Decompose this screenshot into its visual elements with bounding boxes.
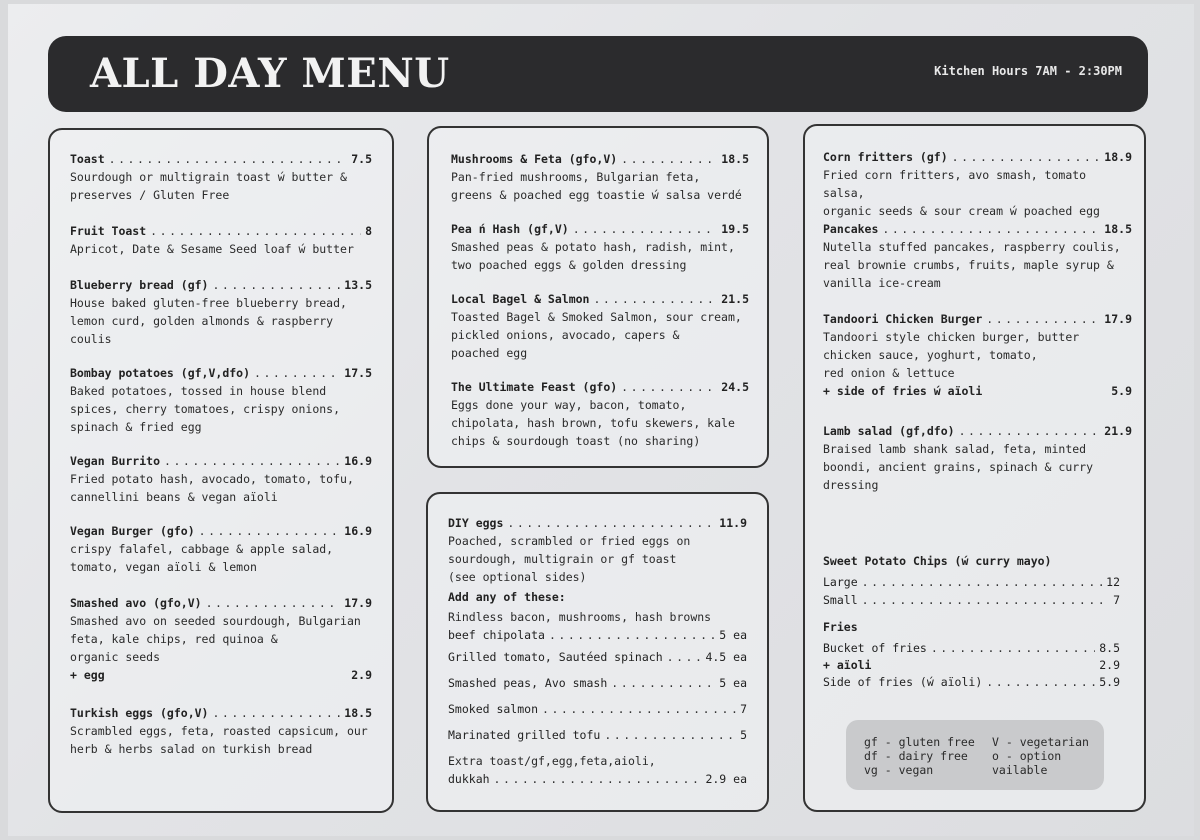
item-price: 24.5	[721, 380, 749, 394]
item-name: + egg	[70, 668, 105, 682]
item-description: Smashed avo on seeded sourdough, Bulgarian	[70, 614, 361, 628]
dot-leader	[164, 452, 340, 470]
item-name: Large	[823, 575, 858, 589]
item-description: organic seeds	[70, 650, 161, 664]
item-price: 16.9	[344, 454, 372, 468]
dietary-legend	[846, 720, 1104, 790]
item-name: Smoked salmon	[448, 702, 539, 716]
item-description: Nutella stuffed pancakes, raspberry coulis,	[823, 240, 1121, 254]
menu-item	[70, 222, 372, 258]
menu-item	[451, 220, 749, 274]
item-price: 5 ea	[719, 628, 747, 642]
menu-item-row	[70, 522, 372, 540]
item-description: Braised lamb shank salad, feta, minted	[823, 442, 1087, 456]
menu-item-row	[451, 150, 749, 168]
legend-available: vailable	[992, 763, 1048, 777]
item-price: 18.5	[721, 152, 749, 166]
item-price: 2.9	[1099, 658, 1120, 672]
fries-option	[823, 656, 1120, 674]
item-name: + side of fries ẃ aïoli	[823, 384, 983, 398]
item-name: Pea ń Hash (gf,V)	[451, 222, 569, 236]
menu-header	[48, 36, 1148, 112]
item-price: 19.5	[721, 222, 749, 236]
item-price: 21.5	[721, 292, 749, 306]
item-name: Blueberry bread (gf)	[70, 278, 209, 292]
item-description: Poached, scrambled or fried eggs on	[448, 534, 691, 548]
item-description: Eggs done your way, bacon, tomato,	[451, 398, 687, 412]
item-name: Tandoori Chicken Burger	[823, 312, 983, 326]
item-name: beef chipolata	[448, 628, 545, 642]
menu-item-row	[451, 290, 749, 308]
item-name: Vegan Burrito	[70, 454, 161, 468]
item-price: 17.9	[344, 596, 372, 610]
menu-item-row	[448, 700, 747, 718]
item-description: sourdough, multigrain or gf toast	[448, 552, 677, 566]
chips-size	[823, 573, 1120, 591]
side-option	[448, 674, 747, 692]
item-description: crispy falafel, cabbage & apple salad,	[70, 542, 334, 556]
item-description: boondi, ancient grains, spinach & curry	[823, 460, 1094, 474]
item-name: dukkah	[448, 772, 490, 786]
menu-item-row	[448, 626, 747, 644]
menu-item	[70, 522, 372, 576]
side-option	[448, 752, 747, 788]
item-description: Scrambled eggs, feta, roasted capsicum, our	[70, 724, 368, 738]
menu-item	[70, 452, 372, 506]
item-price: 16.9	[344, 524, 372, 538]
item-name: DIY eggs	[448, 516, 504, 530]
item-price: 5.9	[1111, 384, 1132, 398]
item-price: 5	[740, 728, 747, 742]
item-name: Smashed peas, Avo smash	[448, 676, 608, 690]
menu-item-row	[70, 364, 372, 382]
item-name: Local Bagel & Salmon	[451, 292, 590, 306]
item-price: 5 ea	[719, 676, 747, 690]
item-description: real brownie crumbs, fruits, maple syrup &	[823, 258, 1114, 272]
fries-option	[823, 639, 1120, 657]
item-description: pickled onions, avocado, capers &	[451, 328, 680, 342]
dot-leader	[593, 290, 717, 308]
item-description: Tandoori style chicken burger, butter	[823, 330, 1080, 344]
menu-item-row	[448, 514, 747, 532]
item-name: Turkish eggs (gfo,V)	[70, 706, 209, 720]
menu-item	[823, 310, 1132, 400]
legend-df: df - dairy free	[864, 749, 968, 763]
menu-item-row	[823, 422, 1132, 440]
menu-item	[451, 378, 749, 450]
fries-title: Fries	[823, 620, 858, 634]
dot-leader	[986, 310, 1100, 328]
dot-leader	[611, 674, 715, 692]
item-description: greens & poached egg toastie ẃ salsa verdé	[451, 188, 742, 202]
item-description: Sourdough or multigrain toast ẃ butter &	[70, 170, 347, 184]
dot-leader	[212, 276, 340, 294]
item-price: 18.9	[1104, 150, 1132, 164]
legend-gf: gf - gluten free	[864, 735, 975, 749]
menu-item	[823, 422, 1132, 494]
menu-item-row	[451, 220, 749, 238]
menu-item-row	[823, 656, 1120, 674]
menu-item-row	[70, 452, 372, 470]
item-description: preserves / Gluten Free	[70, 188, 230, 202]
menu-item-row	[823, 591, 1120, 609]
menu-item-row	[70, 666, 372, 684]
item-description: organic seeds & sour cream ẃ poached egg	[823, 204, 1100, 218]
item-description: Apricot, Date & Sesame Seed loaf ẃ butter	[70, 242, 354, 256]
item-name: Corn fritters (gf)	[823, 150, 948, 164]
menu-item	[70, 150, 372, 204]
item-description: red onion & lettuce	[823, 366, 955, 380]
item-price: 4.5 ea	[705, 650, 747, 664]
dot-leader	[667, 648, 702, 666]
item-description: spices, cherry tomatoes, crispy onions,	[70, 402, 341, 416]
item-price: 17.5	[344, 366, 372, 380]
menu-item	[70, 704, 372, 758]
item-name: Lamb salad (gf,dfo)	[823, 424, 955, 438]
menu-item	[451, 290, 749, 362]
dot-leader	[959, 422, 1101, 440]
dot-leader	[199, 522, 341, 540]
item-description: chicken sauce, yoghurt, tomato,	[823, 348, 1038, 362]
item-price: 5.9	[1099, 675, 1120, 689]
dot-leader	[573, 220, 718, 238]
item-name: Pancakes	[823, 222, 879, 236]
item-name: Mushrooms & Feta (gfo,V)	[451, 152, 618, 166]
item-name: Side of fries (ẃ aïoli)	[823, 675, 983, 689]
item-name: Grilled tomato, Sautéed spinach	[448, 650, 663, 664]
menu-item	[823, 148, 1132, 220]
item-description: chips & sourdough toast (no sharing)	[451, 434, 701, 448]
add-ons-title: Add any of these:	[448, 590, 566, 604]
item-name: Bucket of fries	[823, 641, 927, 655]
chips-size	[823, 591, 1120, 609]
item-price: 18.5	[344, 706, 372, 720]
panel-middle-bottom	[426, 492, 769, 812]
item-price: 17.9	[1104, 312, 1132, 326]
item-price: 7.5	[351, 152, 372, 166]
item-description: poached egg	[451, 346, 528, 360]
item-price: 12	[1106, 575, 1120, 589]
item-description: herb & herbs salad on turkish bread	[70, 742, 313, 756]
side-option	[448, 648, 747, 666]
dot-leader	[549, 626, 715, 644]
menu-item	[70, 364, 372, 436]
menu-item-row	[823, 148, 1132, 166]
item-name: Fruit Toast	[70, 224, 147, 238]
panel-middle-top	[427, 126, 769, 468]
legend-vg: vg - vegan	[864, 763, 934, 777]
menu-item-row	[823, 310, 1132, 328]
dot-leader	[254, 364, 340, 382]
menu-item-row	[70, 704, 372, 722]
menu-item-row	[823, 673, 1120, 691]
menu-item-row	[70, 594, 372, 612]
dot-leader	[542, 700, 736, 718]
menu-item-row	[70, 150, 372, 168]
dot-leader	[931, 639, 1095, 657]
dot-leader	[862, 573, 1103, 591]
menu-item	[70, 594, 372, 684]
dot-leader	[206, 594, 341, 612]
dot-leader	[150, 222, 361, 240]
item-name: + aïoli	[823, 658, 872, 672]
dot-leader	[621, 150, 717, 168]
dot-leader	[507, 514, 715, 532]
item-description: Baked potatoes, tossed in house blend	[70, 384, 327, 398]
item-description: Pan-fried mushrooms, Bulgarian feta,	[451, 170, 701, 184]
item-price: 18.5	[1104, 222, 1132, 236]
menu-item-row	[70, 222, 372, 240]
item-name: Small	[823, 593, 858, 607]
dot-leader	[494, 770, 702, 788]
dot-leader	[986, 673, 1095, 691]
item-description: House baked gluten-free blueberry bread,	[70, 296, 347, 310]
item-price: 8.5	[1099, 641, 1120, 655]
menu-item-row	[448, 674, 747, 692]
side-description: Extra toast/gf,egg,feta,aioli,	[448, 754, 656, 768]
menu-item-row	[823, 639, 1120, 657]
side-option	[448, 608, 747, 644]
item-description: vanilla ice-cream	[823, 276, 941, 290]
item-description: Smashed peas & potato hash, radish, mint,	[451, 240, 735, 254]
menu-item-row	[451, 378, 749, 396]
menu-item-row	[823, 573, 1120, 591]
menu-item-row	[448, 770, 747, 788]
item-description: Fried potato hash, avocado, tomato, tofu,	[70, 472, 354, 486]
item-description: cannellini beans & vegan aïoli	[70, 490, 278, 504]
item-price: 11.9	[719, 516, 747, 530]
menu-item	[823, 220, 1132, 292]
dot-leader	[621, 378, 717, 396]
kitchen-hours: Kitchen Hours 7AM - 2:30PM	[934, 64, 1122, 78]
sweet-potato-chips-title: Sweet Potato Chips (ẃ curry mayo)	[823, 554, 1052, 568]
legend-v: V - vegetarian	[992, 735, 1089, 749]
item-name: Bombay potatoes (gf,V,dfo)	[70, 366, 251, 380]
item-description: dressing	[823, 478, 879, 492]
item-description: chipolata, hash brown, tofu skewers, kale	[451, 416, 735, 430]
side-option	[448, 726, 747, 744]
dot-leader	[952, 148, 1101, 166]
item-description: Toasted Bagel & Smoked Salmon, sour cream,	[451, 310, 742, 324]
side-option	[448, 700, 747, 718]
item-price: 7	[740, 702, 747, 716]
item-description: feta, kale chips, red quinoa &	[70, 632, 278, 646]
dot-leader	[109, 150, 348, 168]
menu-title: ALL DAY MENU	[90, 50, 450, 97]
menu-item-row	[823, 382, 1132, 400]
menu-item-row	[448, 648, 747, 666]
item-price: 8	[365, 224, 372, 238]
item-description: lemon curd, golden almonds & raspberry	[70, 314, 334, 328]
dot-leader	[862, 591, 1109, 609]
dot-leader	[212, 704, 340, 722]
fries-option	[823, 673, 1120, 691]
item-name: Smashed avo (gfo,V)	[70, 596, 202, 610]
item-description: two poached eggs & golden dressing	[451, 258, 687, 272]
item-name: Marinated grilled tofu	[448, 728, 601, 742]
dot-leader	[604, 726, 736, 744]
dot-leader	[882, 220, 1100, 238]
panel-right	[803, 124, 1146, 812]
item-name: Toast	[70, 152, 105, 166]
item-price: 2.9	[351, 668, 372, 682]
item-description: (see optional sides)	[448, 570, 587, 584]
menu-item-row	[823, 220, 1132, 238]
menu-item-row	[70, 276, 372, 294]
item-description: coulis	[70, 332, 112, 346]
item-name: The Ultimate Feast (gfo)	[451, 380, 618, 394]
menu-item-row	[448, 726, 747, 744]
side-description: Rindless bacon, mushrooms, hash browns	[448, 610, 712, 624]
menu-item	[451, 150, 749, 204]
item-description: Fried corn fritters, avo smash, tomato salsa,	[823, 168, 1087, 200]
menu-item	[70, 276, 372, 348]
panel-left	[48, 128, 394, 813]
item-description: tomato, vegan aïoli & lemon	[70, 560, 257, 574]
item-price: 21.9	[1104, 424, 1132, 438]
item-price: 2.9 ea	[705, 772, 747, 786]
item-description: spinach & fried egg	[70, 420, 202, 434]
menu-item-diy-eggs	[448, 514, 747, 586]
item-price: 7	[1113, 593, 1120, 607]
item-name: Vegan Burger (gfo)	[70, 524, 195, 538]
legend-o: o - option	[992, 749, 1062, 763]
item-price: 13.5	[344, 278, 372, 292]
